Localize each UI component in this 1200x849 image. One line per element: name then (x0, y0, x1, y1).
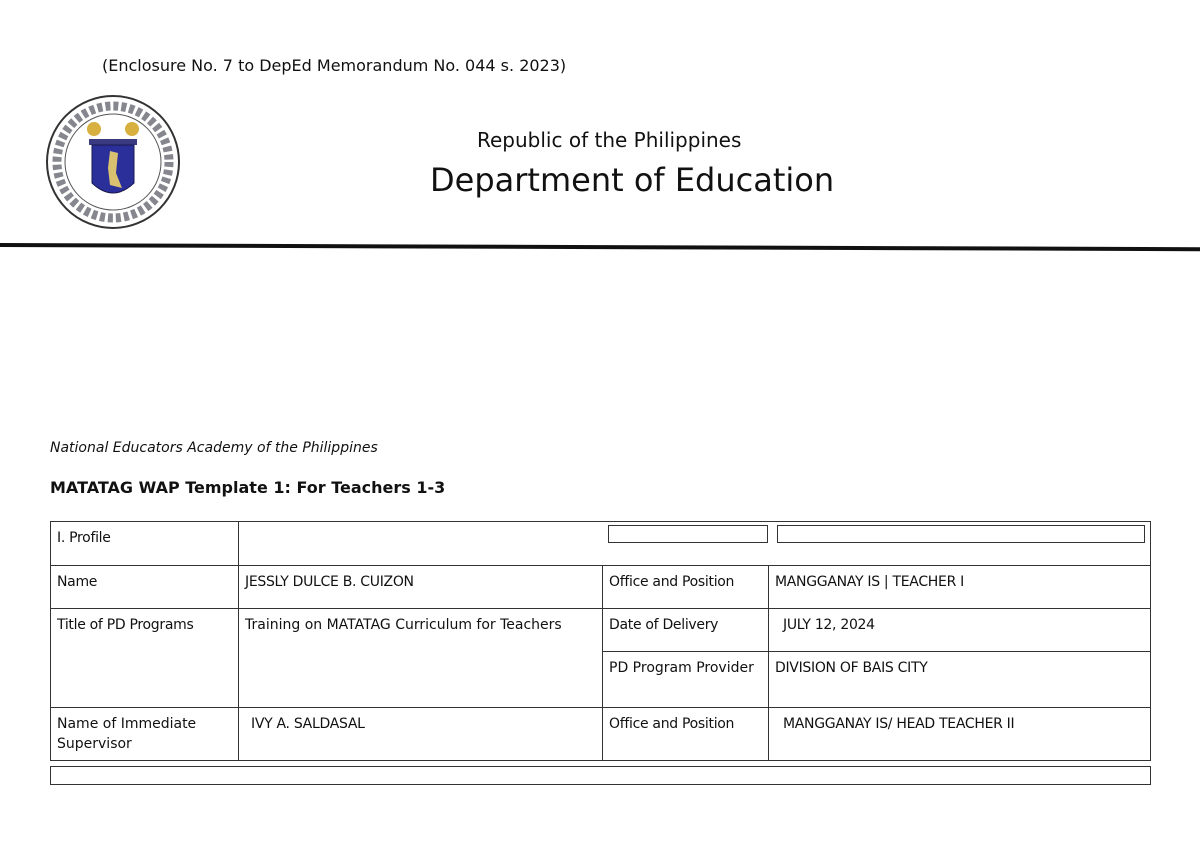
deped-seal-logo (44, 93, 182, 231)
supervisor-office-value: MANGGANAY IS/ HEAD TEACHER II (769, 708, 1151, 761)
date-label: Date of Delivery (603, 609, 769, 652)
republic-heading: Republic of the Philippines (477, 128, 742, 152)
academy-name: National Educators Academy of the Philippines (50, 440, 378, 456)
supervisor-value: IVY A. SALDASAL (239, 708, 603, 761)
profile-table (50, 521, 1151, 761)
supervisor-label: Name of Immediate Supervisor (51, 708, 239, 761)
provider-label: PD Program Provider (603, 652, 769, 708)
blank-field-box (777, 525, 1145, 543)
provider-value: DIVISION OF BAIS CITY (769, 652, 1151, 708)
office-value: MANGGANAY IS | TEACHER I (769, 566, 1151, 609)
date-value: JULY 12, 2024 (769, 609, 1151, 652)
table-row (51, 708, 1151, 761)
enclosure-note: (Enclosure No. 7 to DepEd Memorandum No. 044 s. 2023) (102, 56, 567, 75)
section-header: I. Profile (51, 522, 239, 566)
next-section-box (50, 766, 1151, 785)
title-value: Training on MATATAG Curriculum for Teachers (239, 609, 603, 708)
template-title: MATATAG WAP Template 1: For Teachers 1-3 (50, 478, 446, 497)
name-label: Name (51, 566, 239, 609)
office-label: Office and Position (603, 566, 769, 609)
blank-field-box (608, 525, 768, 543)
table-row (51, 609, 1151, 652)
supervisor-office-label: Office and Position (603, 708, 769, 761)
title-label: Title of PD Programs (51, 609, 239, 708)
department-heading: Department of Education (430, 161, 835, 199)
name-value: JESSLY DULCE B. CUIZON (239, 566, 603, 609)
header-divider (0, 243, 1200, 251)
table-row (51, 566, 1151, 609)
